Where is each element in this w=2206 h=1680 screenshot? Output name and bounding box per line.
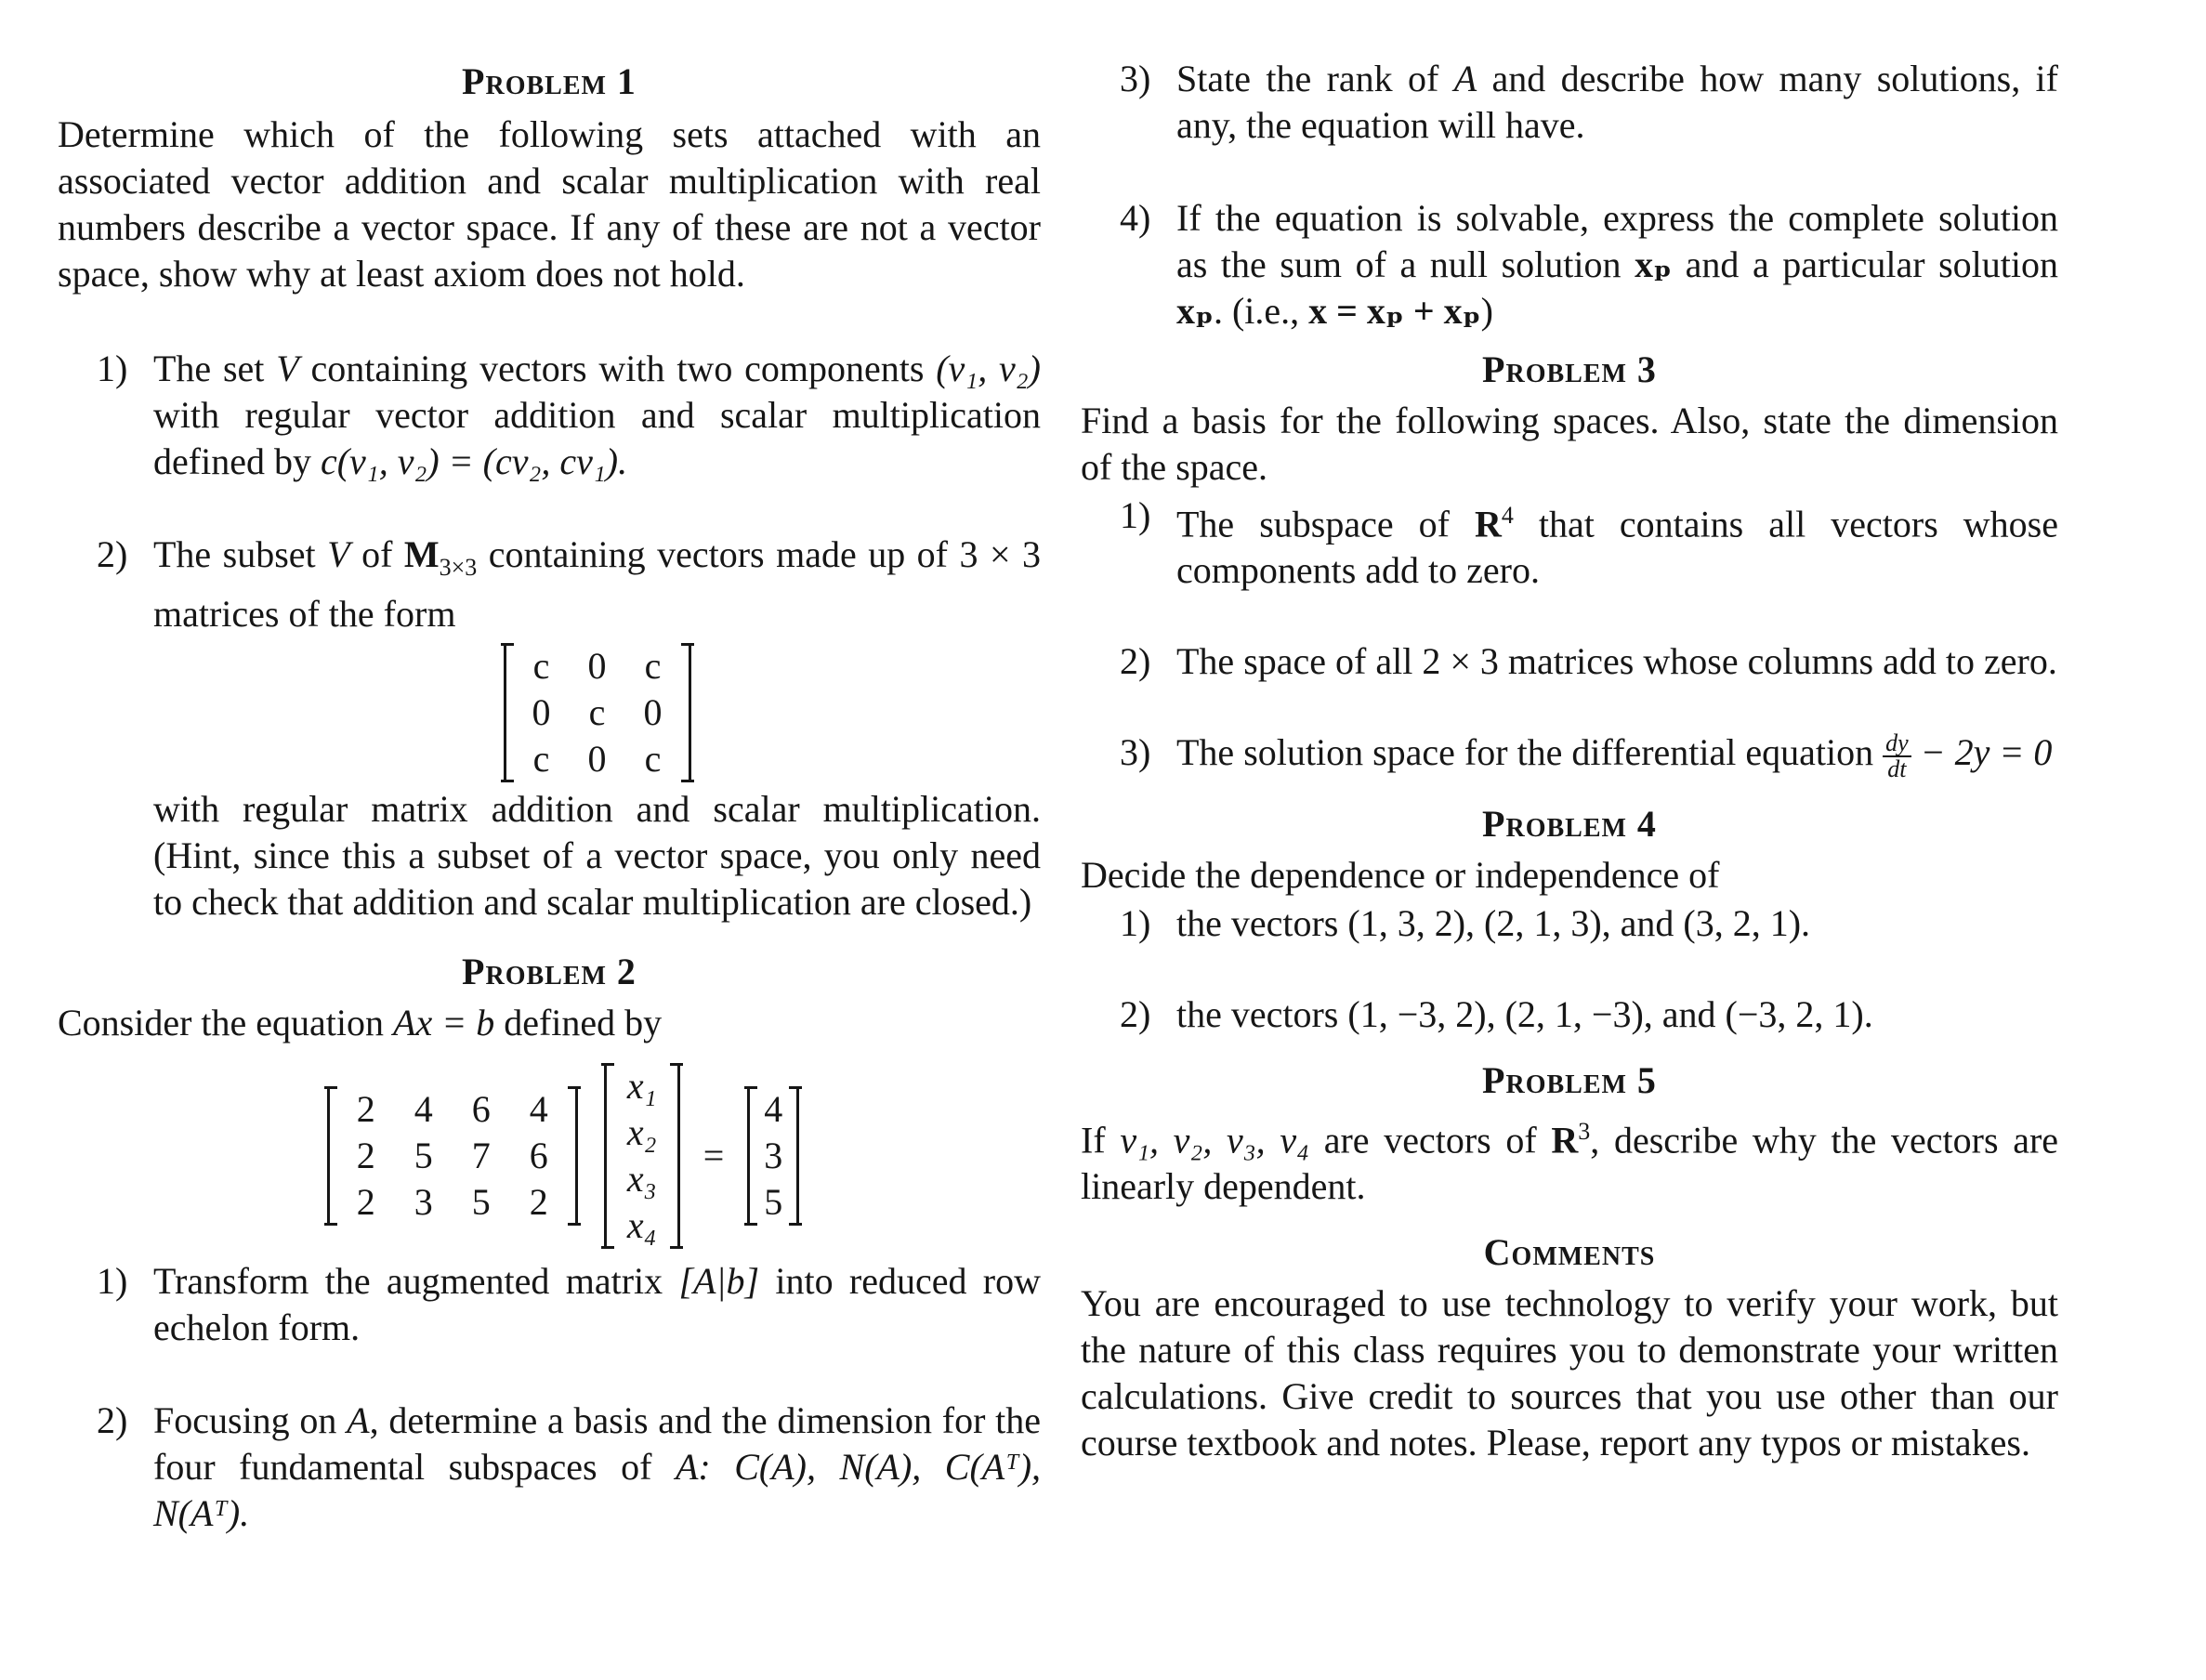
- problem1-heading: Problem 1: [462, 60, 637, 102]
- comments-text: You are encouraged to use technology to verify your work, but the nature of this class requires you to demonstrate your written calculations. Give credit to sources that you use other than our course textbook and notes. Please, report any typos or mistakes.: [1081, 1282, 2058, 1464]
- problem5-heading: Problem 5: [1482, 1059, 1657, 1102]
- system-equation: [58, 1063, 1041, 1249]
- problem2-intro: Consider the equation Ax = b defined by: [58, 1002, 663, 1043]
- problem2-heading: Problem 2: [462, 951, 637, 992]
- problem5-text: If v₁, v₂, v₃, v₄ are vectors of $R^3$, describe why the vectors are linearly dependent.: [1081, 1118, 2059, 1208]
- matrix-entry: 5: [471, 1181, 491, 1223]
- problem2-item1: 1) Transform the augmented matrix [A|b] into reduced row echelon form.: [97, 1260, 1041, 1348]
- matrix-entry: 5: [764, 1181, 783, 1223]
- matrix-entry: 5: [414, 1135, 433, 1176]
- matrix-entry: c: [588, 691, 606, 733]
- matrix-entry: 0: [532, 691, 551, 733]
- item-number: 2): [97, 1399, 128, 1441]
- item-number: 1): [1120, 902, 1151, 945]
- item-number: 2): [1120, 993, 1151, 1036]
- problem1-item2-after: with regular matrix addition and scalar multiplication. (Hint, since this a subset of a vector space, you only need to check that addition and scalar multiplication are closed.): [153, 788, 1041, 923]
- item-number: 1): [97, 348, 128, 389]
- matrix-entry: 2: [356, 1088, 375, 1130]
- matrix-entry: 3: [764, 1135, 783, 1176]
- right-column: [1081, 56, 2058, 1466]
- problem3-intro: Find a basis for the following spaces. Also, state the dimension of the space.: [1081, 400, 2058, 488]
- matrix-entry: 2: [529, 1181, 548, 1223]
- matrix-entry: x₃: [626, 1158, 657, 1200]
- vector-x: [601, 1063, 683, 1249]
- left-column: [58, 54, 1041, 1537]
- problem4-item2: 2) the vectors (1, −3, 2), (2, 1, −3), and (−3, 2, 1).: [1081, 991, 2058, 1038]
- problem4-heading: Problem 4: [1482, 803, 1657, 846]
- matrix-entry: 6: [529, 1135, 548, 1176]
- item-number: 2): [1120, 640, 1151, 683]
- problem3-item2: 2) The space of all 2 × 3 matrices whose columns add to zero.: [1081, 638, 2058, 685]
- matrix-entry: 2: [356, 1135, 375, 1176]
- matrix-a: [324, 1086, 581, 1226]
- equals-sign: =: [703, 1135, 725, 1176]
- matrix-entry: 7: [471, 1135, 491, 1176]
- matrix-entry: 2: [356, 1181, 375, 1223]
- matrix-entry: 4: [414, 1088, 433, 1130]
- problem3-item1: 1) The subspace of $R^4$ that contains all vectors whose components add to zero.: [1120, 494, 2058, 592]
- item-number: 3): [1120, 58, 1151, 99]
- matrix-entry: 0: [587, 738, 607, 780]
- problem1-intro: Determine which of the following sets attached with an associated vector addition and scalar multiplication with real numbers describe a vector space. If any of these are not a vector space, show why at least axiom does not hold.: [58, 113, 1041, 295]
- problem1-item2: 2) The subset V of $M_{3\times 3}$ containing vectors made up of 3 × 3 matrices of the form: [97, 533, 1042, 635]
- problem2-item2: 2) Focusing on A, determine a basis and the dimension for the four fundamental subspaces of A: C(A), N(A), C(Aᵀ), N(Aᵀ).: [97, 1399, 1042, 1534]
- problem3-item3: 3) The solution space for the differential equation $\frac{dy}{dt}$ − 2y = 0: [1120, 729, 2053, 783]
- item-number: 2): [97, 533, 128, 575]
- form-matrix: [501, 643, 694, 782]
- matrix-entry: c: [644, 645, 662, 687]
- matrix-entry: 0: [587, 645, 607, 687]
- derivative-fraction: $\frac{dy}{dt}$: [1883, 731, 1911, 781]
- matrix-entry: 6: [471, 1088, 491, 1130]
- item-number: 4): [1120, 197, 1151, 239]
- problem4-item1: 1) the vectors (1, 3, 2), (2, 1, 3), and (3, 2, 1).: [1081, 900, 2058, 947]
- problem2-item4: 4) If the equation is solvable, express the complete solution as the sum of a null solution xₚ and a particular solution xₚ. (i.e., x = xₚ + xₚ): [1120, 197, 2058, 332]
- problem3-heading: Problem 3: [1482, 348, 1657, 390]
- problem1-item1: 1) The set V containing vectors with two components (v₁, v₂) with regular vector addition and scalar multiplication defined by c(v₁, v₂) = (cv₂, cv₁).: [97, 348, 1041, 482]
- problem4-intro: Decide the dependence or independence of: [1081, 854, 1720, 897]
- matrix-entry: c: [644, 738, 662, 780]
- matrix-entry: 0: [643, 691, 663, 733]
- matrix-entry: x₄: [626, 1204, 657, 1246]
- item-number: 1): [97, 1260, 128, 1302]
- comments-heading: Comments: [1483, 1231, 1656, 1274]
- item-number: 1): [1120, 494, 1151, 536]
- matrix-entry: 4: [764, 1088, 783, 1130]
- matrix-entry: c: [532, 645, 550, 687]
- matrix-entry: 3: [414, 1181, 433, 1223]
- matrix-entry: x₁: [626, 1065, 657, 1107]
- matrix-entry: 4: [529, 1088, 548, 1130]
- form-matrix-block: [58, 643, 1041, 782]
- vector-b: [744, 1086, 802, 1226]
- item-number: 3): [1120, 731, 1151, 774]
- problem2-item3: 3) State the rank of A and describe how many solutions, if any, the equation will have.: [1120, 58, 2058, 146]
- matrix-entry: x₂: [626, 1111, 657, 1153]
- matrix-entry: c: [532, 738, 550, 780]
